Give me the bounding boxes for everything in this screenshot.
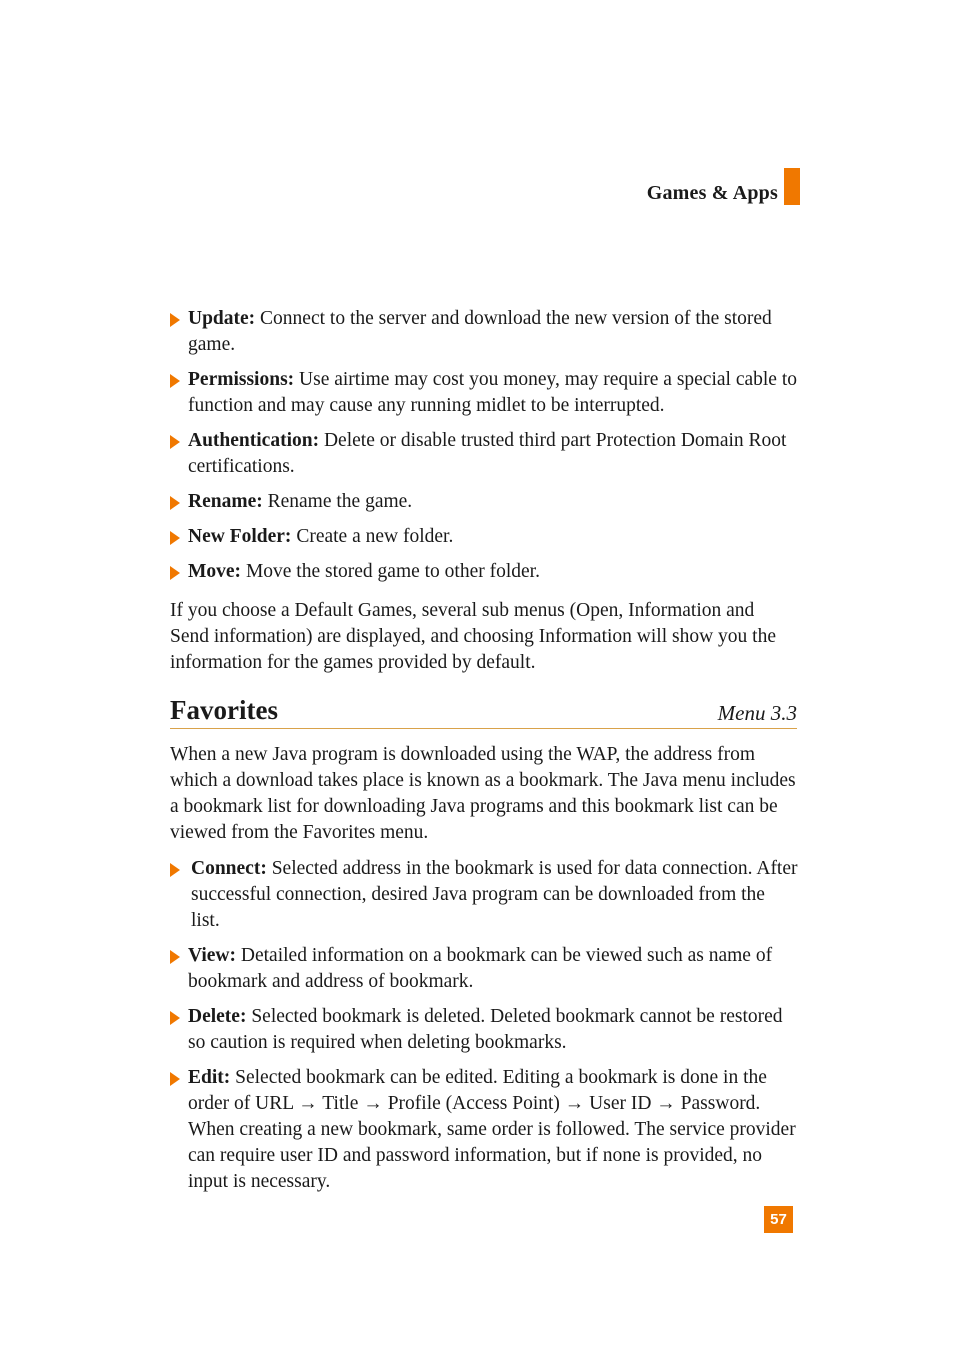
- triangle-bullet-icon: [170, 863, 180, 877]
- list-item: [170, 943, 798, 995]
- list-item-text: Detailed information on a bookmark can be viewed such as name of bookmark and address of bookmark.: [188, 945, 773, 992]
- list-item-text: Move the stored game to other folder.: [241, 561, 540, 582]
- list-item: [170, 428, 798, 480]
- list-item-text: Create a new folder.: [291, 526, 454, 547]
- list-item: [170, 524, 798, 550]
- list-item: [170, 1004, 798, 1056]
- triangle-bullet-icon: [170, 1011, 180, 1025]
- triangle-bullet-icon: [170, 1072, 180, 1086]
- list-item-text: Delete or disable trusted third part Protection Domain Root certifications.: [188, 430, 787, 477]
- list-item-term: Edit:: [188, 1067, 231, 1088]
- section-heading: [170, 694, 797, 729]
- bullet-list-top: [170, 306, 798, 585]
- triangle-bullet-icon: [170, 950, 180, 964]
- triangle-bullet-icon: [170, 313, 180, 327]
- list-item-term: New Folder:: [188, 526, 292, 547]
- list-item-term: Update:: [188, 308, 256, 329]
- triangle-bullet-icon: [170, 566, 180, 580]
- running-header: Games & Apps: [646, 182, 778, 204]
- page-number: 57: [764, 1206, 793, 1233]
- list-item-text: Selected address in the bookmark is used for data connection. After successful connection, desired Java program can be downloaded from the list.: [191, 858, 798, 931]
- list-item-term: Rename:: [188, 491, 263, 512]
- list-item-text: Rename the game.: [262, 491, 413, 512]
- section-title: Favorites: [170, 695, 278, 725]
- list-item-term: Connect:: [191, 858, 267, 879]
- header-accent-bar: [784, 168, 800, 205]
- list-item: [170, 367, 798, 419]
- list-item-term: View:: [188, 945, 237, 966]
- list-item-term: Move:: [188, 561, 242, 582]
- list-item-term: Authentication:: [188, 430, 320, 451]
- favorites-intro-paragraph: When a new Java program is downloaded using the WAP, the address from which a download takes place is known as a bookmark. The Java menu includes a bookmark list for downloading Java programs and this bookmark list can be viewed from the Favorites menu.: [170, 744, 796, 843]
- list-item: [170, 856, 798, 934]
- default-games-paragraph: If you choose a Default Games, several sub menus (Open, Information and Send information) are displayed, and choosing Information will show you the information for the games provided by default.: [170, 600, 777, 673]
- list-item-text: Connect to the server and download the new version of the stored game.: [188, 308, 772, 355]
- list-item-term: Permissions:: [188, 369, 295, 390]
- bullet-list-favorites: [170, 856, 798, 1195]
- list-item-text: Selected bookmark can be edited. Editing a bookmark is done in the order of URL → Title → Profile (Access Point) → User ID → Password. When creating a new bookmark, same order is followed. The service provider can require user ID and password information, but if none is provided, no input is necessary.: [188, 1067, 796, 1192]
- list-item: [170, 559, 798, 585]
- triangle-bullet-icon: [170, 531, 180, 545]
- list-item: [170, 489, 798, 515]
- triangle-bullet-icon: [170, 435, 180, 449]
- triangle-bullet-icon: [170, 374, 180, 388]
- list-item-term: Delete:: [188, 1006, 247, 1027]
- list-item-text: Selected bookmark is deleted. Deleted bookmark cannot be restored so caution is required when deleting bookmarks.: [188, 1006, 783, 1053]
- list-item: [170, 1065, 798, 1195]
- triangle-bullet-icon: [170, 496, 180, 510]
- menu-number: Menu 3.3: [717, 701, 797, 725]
- list-item-text: Use airtime may cost you money, may require a special cable to function and may cause any running midlet to be interrupted.: [188, 369, 798, 416]
- list-item: [170, 306, 798, 358]
